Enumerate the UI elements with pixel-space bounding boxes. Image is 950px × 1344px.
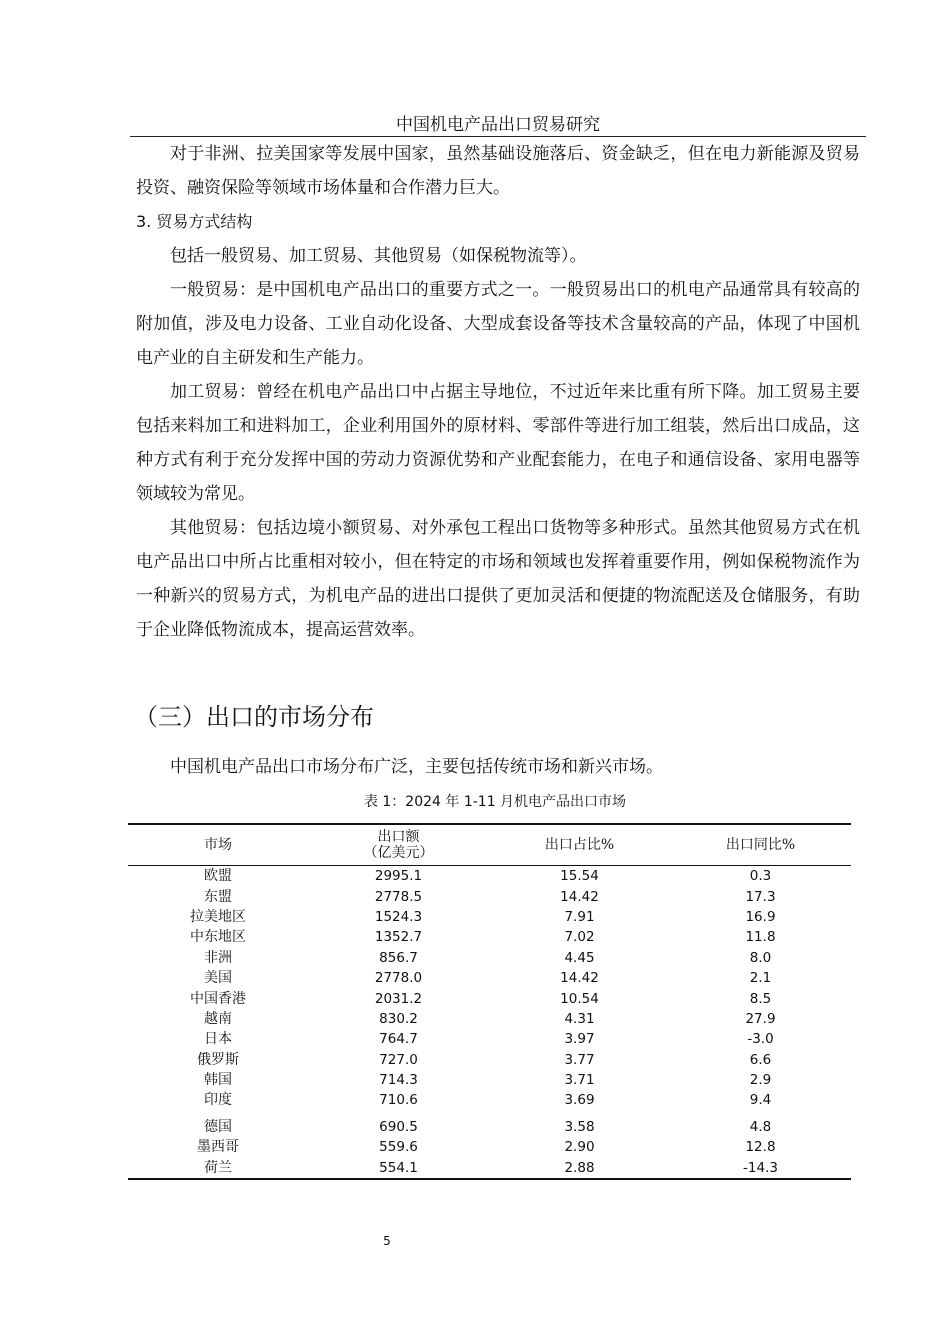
cell-share: 4.31 xyxy=(564,1010,595,1027)
cell-market: 荷兰 xyxy=(128,1157,308,1178)
cell-amount: 727.0 xyxy=(379,1051,418,1068)
cell-share: 10.54 xyxy=(560,990,599,1007)
cell-share: 15.54 xyxy=(560,868,599,885)
table-row xyxy=(128,1029,851,1049)
cell-market: 非洲 xyxy=(204,949,232,966)
cell-amount: 1352.7 xyxy=(374,929,423,946)
cell-growth: 2.9 xyxy=(749,1072,772,1089)
cell-market: 印度 xyxy=(204,1092,232,1109)
cell-growth: 12.8 xyxy=(745,1139,776,1156)
header-growth: 出口同比% xyxy=(670,824,851,866)
cell-share: 2.88 xyxy=(489,1157,670,1178)
cell-amount: 764.7 xyxy=(379,1031,418,1048)
cell-amount: 2778.5 xyxy=(374,888,423,905)
cell-growth: 4.8 xyxy=(749,1118,772,1135)
cell-market: 日本 xyxy=(204,1031,232,1048)
table-row xyxy=(128,1157,851,1178)
cell-market: 东盟 xyxy=(204,888,232,905)
cell-amount: 714.3 xyxy=(379,1072,418,1089)
cell-share: 3.77 xyxy=(564,1051,595,1068)
cell-share: 3.58 xyxy=(564,1118,595,1135)
body-text xyxy=(136,137,860,647)
cell-share: 2.90 xyxy=(564,1139,595,1156)
table-row xyxy=(128,1070,851,1090)
cell-share: 7.02 xyxy=(564,929,595,946)
cell-amount: 559.6 xyxy=(379,1139,418,1156)
cell-market: 墨西哥 xyxy=(197,1139,239,1156)
header-amount xyxy=(308,824,489,866)
cell-market: 越南 xyxy=(204,1010,232,1027)
cell-amount: 554.1 xyxy=(308,1157,489,1178)
cell-share: 3.71 xyxy=(564,1072,595,1089)
cell-market: 美国 xyxy=(204,970,232,987)
cell-amount: 2995.1 xyxy=(374,868,423,885)
cell-share: 7.91 xyxy=(564,908,595,925)
table-row xyxy=(128,866,851,887)
cell-market: 俄罗斯 xyxy=(197,1051,239,1068)
cell-amount: 690.5 xyxy=(379,1118,418,1135)
cell-growth: 16.9 xyxy=(745,908,776,925)
cell-growth: 17.3 xyxy=(745,888,776,905)
cell-share: 14.42 xyxy=(560,970,599,987)
cell-share: 3.97 xyxy=(564,1031,595,1048)
table-row xyxy=(128,1050,851,1070)
header-share: 出口占比% xyxy=(489,824,670,866)
header-amount-line2: （亿美元） xyxy=(363,845,434,861)
page-number: 5 xyxy=(383,1234,391,1248)
table-row xyxy=(128,968,851,988)
cell-growth: 6.6 xyxy=(749,1051,772,1068)
table-row xyxy=(128,948,851,968)
cell-amount: 830.2 xyxy=(379,1010,418,1027)
table-row xyxy=(128,927,851,947)
cell-amount: 710.6 xyxy=(379,1092,418,1109)
cell-growth: -3.0 xyxy=(747,1031,774,1048)
cell-growth: 0.3 xyxy=(749,868,772,885)
table-header-row xyxy=(128,824,851,866)
market-table xyxy=(128,823,851,1180)
cell-amount: 1524.3 xyxy=(374,908,423,925)
table-row xyxy=(128,988,851,1008)
cell-growth: 11.8 xyxy=(745,929,776,946)
cell-growth: 9.4 xyxy=(749,1092,772,1109)
table-row xyxy=(128,1090,851,1110)
paragraph: 一般贸易：是中国机电产品出口的重要方式之一。一般贸易出口的机电产品通常具有较高的附加值，涉及电力设备、工业自动化设备、大型成套设备等技术含量较高的产品，体现了中国机电产业的自主研发和生产能力。 xyxy=(136,280,860,368)
table-row xyxy=(128,1111,851,1137)
table-row xyxy=(128,1009,851,1029)
paragraph: 其他贸易：包括边境小额贸易、对外承包工程出口货物等多种形式。虽然其他贸易方式在机电产品出口中所占比重相对较小，但在特定的市场和领域也发挥着重要作用，例如保税物流作为一种新兴的贸易方式，为机电产品的进出口提供了更加灵活和便捷的物流配送及仓储服务，有助于企业降低物流成本，提高运营效率。 xyxy=(136,518,860,640)
section-title: （三）出口的市场分布 xyxy=(134,703,374,731)
cell-share: 4.45 xyxy=(564,949,595,966)
cell-amount: 2031.2 xyxy=(374,990,423,1007)
cell-share: 14.42 xyxy=(560,888,599,905)
paragraph: 包括一般贸易、加工贸易、其他贸易（如保税物流等）。 xyxy=(170,246,587,266)
cell-growth: 8.5 xyxy=(749,990,772,1007)
table-caption: 表 1：2024 年 1-11 月机电产品出口市场 xyxy=(363,794,627,810)
cell-growth: 27.9 xyxy=(745,1010,776,1027)
cell-growth: 8.0 xyxy=(749,949,772,966)
cell-market: 中东地区 xyxy=(190,929,246,946)
header-market: 市场 xyxy=(128,824,308,866)
section-intro: 中国机电产品出口市场分布广泛，主要包括传统市场和新兴市场。 xyxy=(170,757,663,777)
cell-amount: 856.7 xyxy=(379,949,418,966)
cell-share: 3.69 xyxy=(564,1092,595,1109)
table-row xyxy=(128,907,851,927)
cell-growth: 2.1 xyxy=(749,970,772,987)
cell-market: 欧盟 xyxy=(204,868,232,885)
subheading: 3. 贸易方式结构 xyxy=(136,212,253,231)
cell-market: 德国 xyxy=(204,1118,232,1135)
table-row xyxy=(128,1137,851,1157)
paragraph: 对于非洲、拉美国家等发展中国家，虽然基础设施落后、资金缺乏，但在电力新能源及贸易投资、融资保险等领域市场体量和合作潜力巨大。 xyxy=(136,144,860,198)
cell-market: 中国香港 xyxy=(190,990,246,1007)
running-header: 中国机电产品出口贸易研究 xyxy=(396,115,600,135)
cell-amount: 2778.0 xyxy=(374,970,423,987)
table-row xyxy=(128,886,851,906)
cell-growth: -14.3 xyxy=(670,1157,851,1178)
cell-market: 韩国 xyxy=(204,1072,232,1089)
paragraph: 加工贸易：曾经在机电产品出口中占据主导地位，不过近年来比重有所下降。加工贸易主要包括来料加工和进料加工，企业利用国外的原材料、零部件等进行加工组装，然后出口成品，这种方式有利于充分发挥中国的劳动力资源优势和产业配套能力，在电子和通信设备、家用电器等领域较为常见。 xyxy=(136,382,860,504)
cell-market: 拉美地区 xyxy=(190,908,246,925)
header-amount-line1: 出口额 xyxy=(377,829,420,845)
